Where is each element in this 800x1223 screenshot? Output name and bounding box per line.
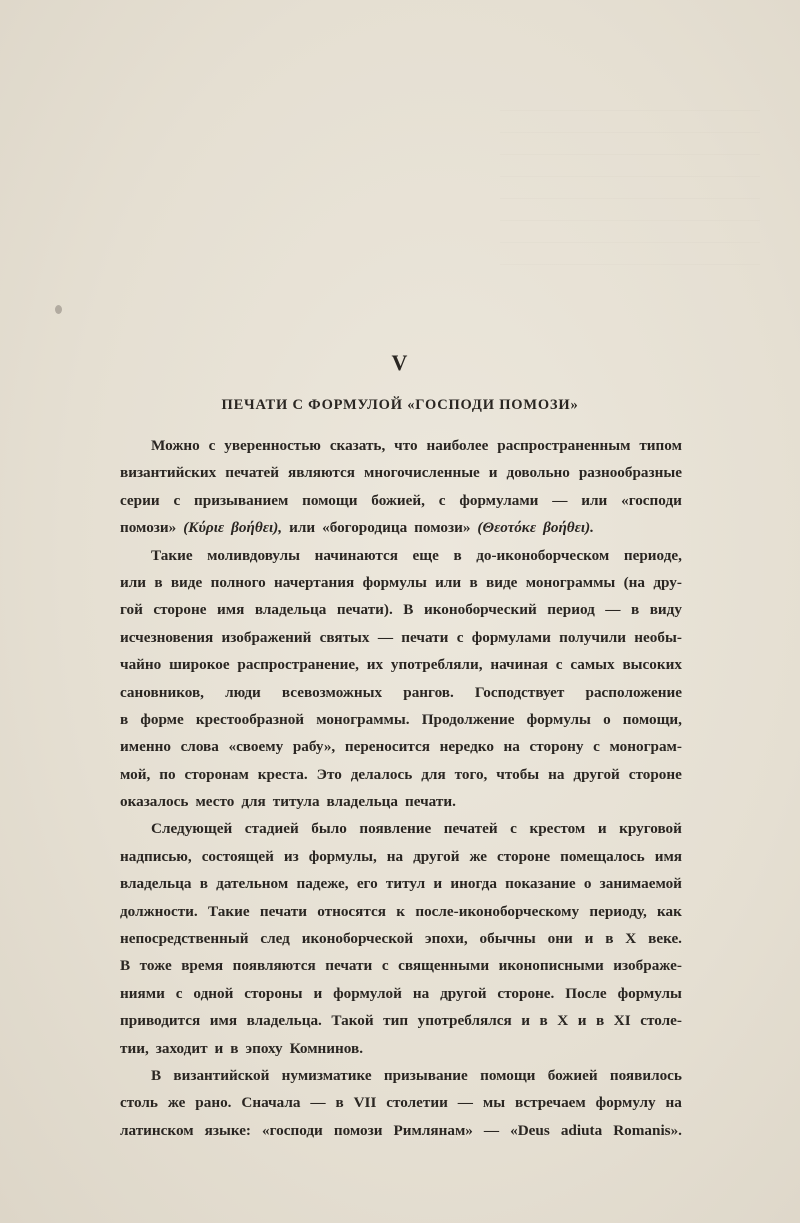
text-line: Следующей стадией было появление печатей с крестом и круговой — [151, 820, 682, 838]
text-line: столь же рано. Сначала — в VII столетии — мы встречаем формулу на — [120, 1094, 682, 1112]
paper-speck — [55, 305, 62, 314]
text-line: византийских печатей являются многочисленные и довольно разнообразные — [120, 464, 682, 482]
text-line: ниями с одной стороны и формулой на другой стороне. После формулы — [120, 984, 682, 1002]
text-line: чайно широкое распространение, их употребляли, начиная с самых высоких — [120, 656, 682, 674]
text-line: или в виде полного начертания формулы или в виде монограммы (на дру- — [120, 573, 682, 591]
text-line: латинском языке: «господи помози Римлянам» — «Deus adiuta Romanis». — [120, 1121, 682, 1139]
text-line: мой, по сторонам креста. Это делалось для того, чтобы на другой стороне — [120, 765, 682, 783]
text-line: гой стороне имя владельца печати). В иконоборческий период — в виду — [120, 601, 682, 619]
text-line: В византийской нумизматике призывание помощи божией появилось — [151, 1066, 682, 1084]
text-line: Такие моливдовулы начинаются еще в до-иконоборческом периоде, — [151, 546, 682, 564]
text-line: оказалось место для титула владельца печати. — [120, 793, 456, 811]
text-line: владельца в дательном падеже, его титул и иногда показание о занимаемой — [120, 875, 682, 893]
text-line: должности. Такие печати относятся к после-иконоборческому периоду, как — [120, 902, 682, 920]
text-line: тии, заходит и в эпоху Комнинов. — [120, 1039, 364, 1057]
body-text — [120, 432, 682, 1144]
text-line: непосредственный след иконоборческой эпохи, обычны они и в X веке. — [120, 930, 682, 948]
text-line: Можно с уверенностью сказать, что наиболее распространенным типом — [151, 437, 682, 454]
chapter-title: ПЕЧАТИ С ФОРМУЛОЙ «ГОСПОДИ ПОМОЗИ» — [221, 397, 579, 413]
text-line: в форме крестообразной монограммы. Продолжение формулы о помощи, — [120, 710, 682, 728]
show-through-text — [500, 110, 760, 280]
chapter-number: V — [391, 350, 409, 375]
text-line: помози» (Κύριε βοήθει), или «богородица помози» (Θεοτόκε βοήθει). — [120, 519, 594, 537]
text-line: сановников, люди всевозможных рангов. Господствует расположение — [120, 683, 682, 701]
text-line: В тоже время появляются печати с священными иконописными изображе- — [120, 957, 682, 975]
text-line: именно слова «своему рабу», переносится нередко на сторону с монограм- — [120, 738, 682, 756]
text-line: исчезновения изображений святых — печати с формулами получили необы- — [120, 628, 682, 646]
text-line: приводится имя владельца. Такой тип употреблялся и в X и в XI столе- — [120, 1012, 682, 1030]
text-line: серии с призыванием помощи божией, с формулами — или «господи — [120, 491, 682, 509]
text-line: надписью, состоящей из формулы, на другой же стороне помещалось имя — [120, 847, 682, 865]
